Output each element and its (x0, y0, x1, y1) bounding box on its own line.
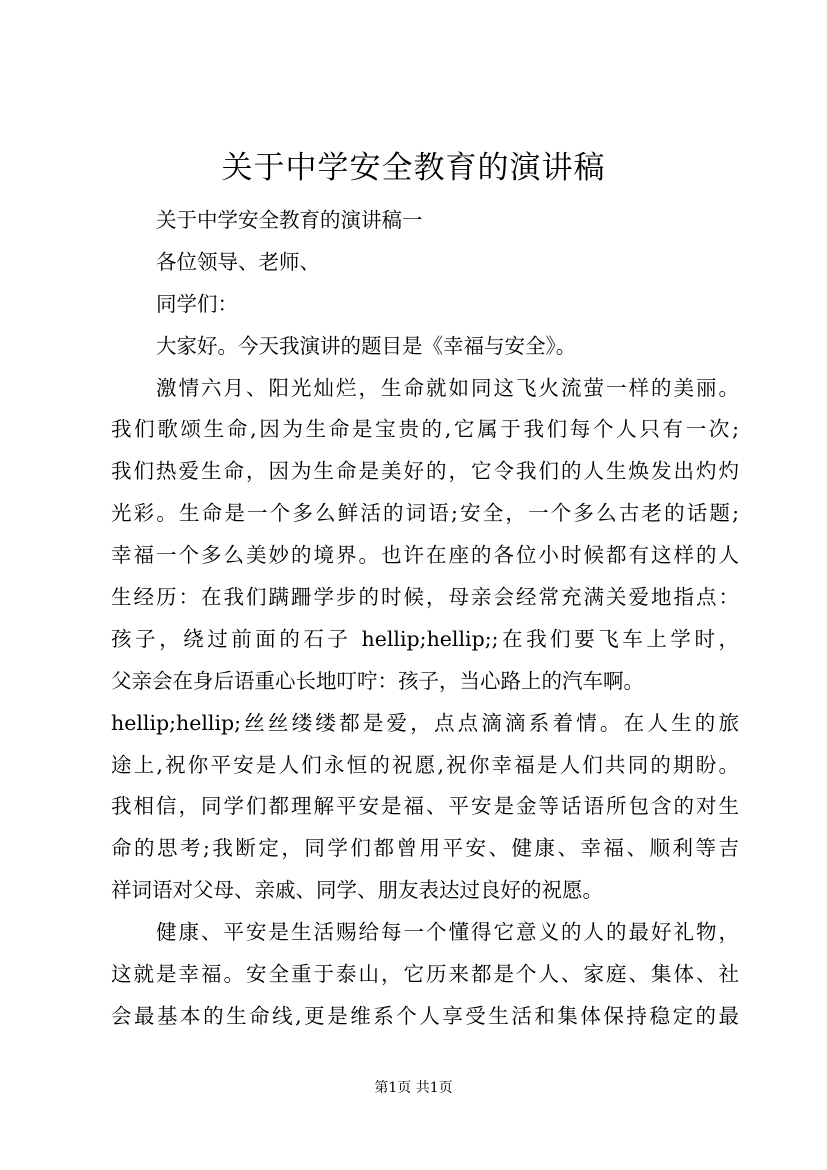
paragraph-line: 健康、平安是生活赐给每一个懂得它意义的人的最好礼物， (156, 920, 739, 945)
paragraph-line: 这就是幸福。安全重于泰山，它历来都是个人、家庭、集体、社 (111, 962, 739, 987)
salutation-line: 各位领导、老师、 (156, 249, 320, 274)
paragraph-line: 光彩。生命是一个多么鲜活的词语;安全，一个多么古老的话题; (111, 501, 739, 526)
paragraph-line: 途上,祝你平安是人们永恒的祝愿,祝你幸福是人们共同的期盼。 (111, 752, 739, 777)
paragraph-line: 我相信，同学们都理解平安是福、平安是金等话语所包含的对生 (111, 794, 739, 819)
paragraph-line: hellip;hellip;丝丝缕缕都是爱，点点滴滴系着情。在人生的旅 (111, 710, 739, 735)
page-footer: 第1页 共1页 (374, 1080, 453, 1096)
paragraph-line: 孩子，绕过前面的石子 hellip;hellip;;在我们要飞车上学时， (111, 626, 739, 651)
document-title: 关于中学安全教育的演讲稿 (221, 150, 606, 186)
paragraph-line: 激情六月、阳光灿烂，生命就如同这飞火流萤一样的美丽。 (156, 375, 739, 400)
paragraph-line: 会最基本的生命线,更是维系个人享受生活和集体保持稳定的最 (111, 1003, 739, 1028)
paragraph-line: 父亲会在身后语重心长地叮咛：孩子，当心路上的汽车啊。 (111, 668, 644, 693)
document-body (111, 200, 739, 1038)
paragraph-line: 幸福一个多么美妙的境界。也许在座的各位小时候都有这样的人 (111, 543, 739, 568)
subtitle-line: 关于中学安全教育的演讲稿一 (156, 208, 423, 232)
salutation-line: 同学们： (156, 291, 238, 316)
paragraph-line: 大家好。今天我演讲的题目是《幸福与安全》。 (156, 333, 577, 358)
paragraph-line: 我们热爱生命，因为生命是美好的，它令我们的人生焕发出灼灼 (111, 459, 739, 484)
paragraph-line: 祥词语对父母、亲戚、同学、朋友表达过良好的祝愿。 (111, 878, 603, 903)
paragraph-line: 我们歌颂生命,因为生命是宝贵的,它属于我们每个人只有一次; (111, 417, 739, 442)
paragraph-line: 命的思考;我断定，同学们都曾用平安、健康、幸福、顺利等吉 (111, 836, 739, 861)
paragraph-line: 生经历：在我们蹒跚学步的时候，母亲会经常充满关爱地指点： (111, 585, 739, 610)
